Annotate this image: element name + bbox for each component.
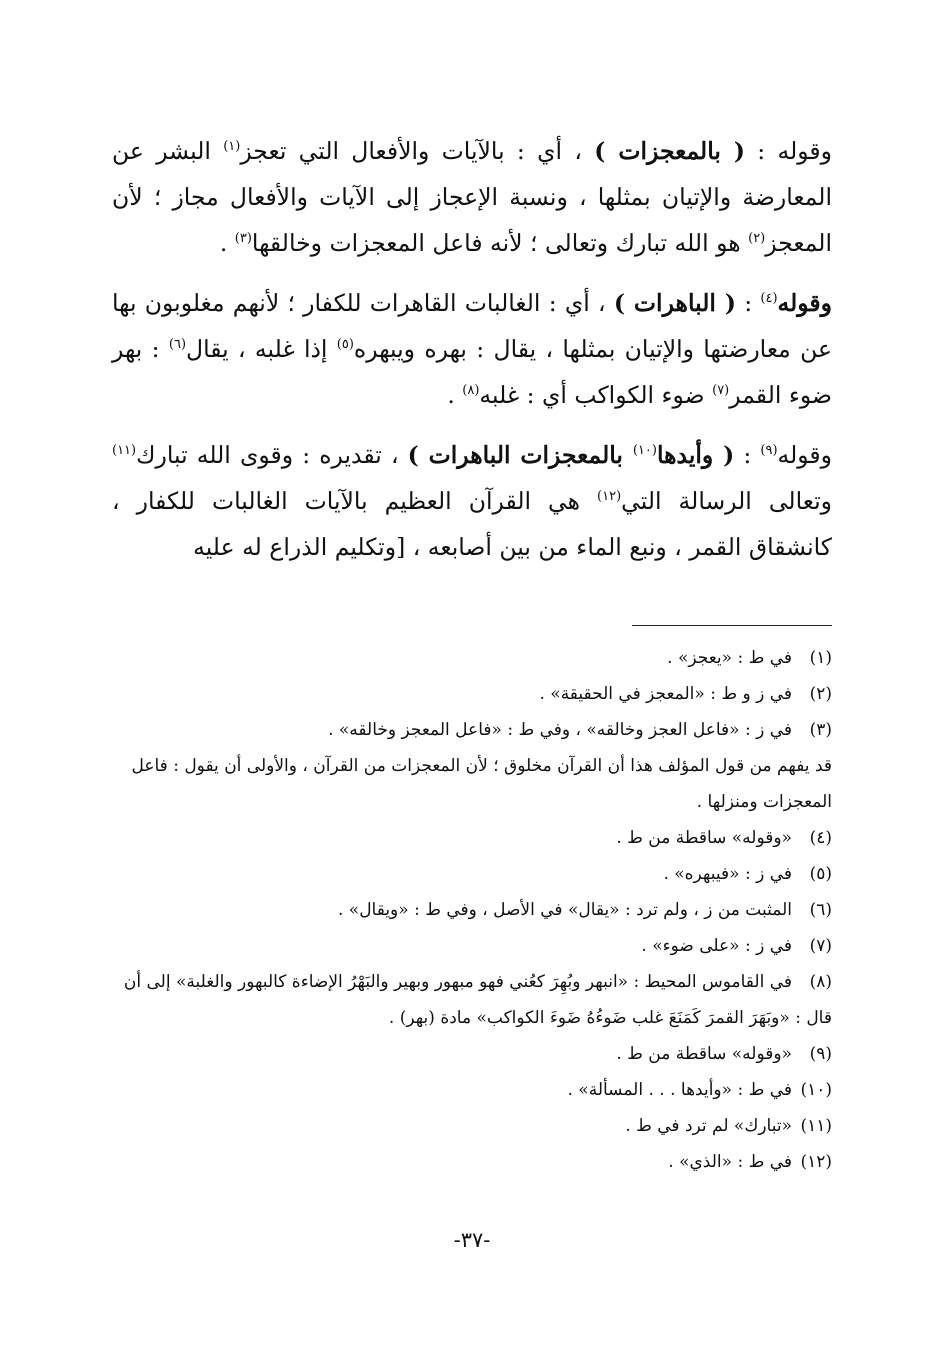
footnote-text: في ط : «يعجز» .	[667, 648, 792, 668]
footnote-text: «وقوله» ساقطة من ط .	[616, 828, 792, 848]
footnote-8	[112, 964, 832, 1036]
footnote-ref: (١٢)	[597, 489, 622, 505]
page-number: -٣٧-	[453, 1228, 491, 1252]
footnote-5	[112, 856, 832, 892]
footnote-number: (٣)	[809, 720, 832, 740]
footnote-ref: (١)	[223, 139, 241, 155]
footnote-2	[112, 676, 832, 712]
footnote-number: (٩)	[809, 1044, 832, 1064]
text-run: :	[734, 441, 761, 469]
text-run: إذا غلبه ، يقال	[186, 335, 337, 363]
footnote-text: في ز و ط : «المعجز في الحقيقة» .	[539, 684, 792, 704]
text-run: .	[219, 229, 235, 257]
footnote-11	[112, 1108, 832, 1144]
footnote-number: (٢)	[809, 684, 832, 704]
text-run: ضوء الكواكب أي : غلبه	[479, 381, 713, 409]
footnote-1	[112, 640, 832, 676]
footnote-number: (١٢)	[800, 1152, 832, 1172]
footnote-text: في ط : «الذي» .	[668, 1152, 792, 1172]
text-run: هي القرآن العظيم بالآيات الغالبات للكفار ، كانشقاق القمر ، ونبع الماء من بين أصابعه ، [وتكليم الذراع له عليه	[112, 487, 832, 561]
footnote-text: «تبارك» لم ترد في ط .	[625, 1116, 792, 1136]
footnote-6	[112, 892, 832, 928]
footnote-ref: (٦)	[168, 337, 187, 353]
footnote-7	[112, 928, 832, 964]
paragraph-1	[112, 128, 832, 266]
footnote-ref: (١٠)	[632, 443, 657, 459]
text-run: وقوله :	[745, 137, 832, 165]
footnote-9	[112, 1036, 832, 1072]
footnote-text: المثبت من ز ، ولم ترد : «يقال» في الأصل ، وفي ط : «ويقال» .	[337, 900, 792, 920]
quoted-term: بالمعجزات الباهرات )	[407, 441, 633, 469]
footnote-ref: (٩)	[760, 443, 778, 459]
paragraph-2	[112, 280, 832, 418]
footnote-divider	[632, 625, 832, 626]
text-run: البشر عن المعارضة والإتيان بمثلها ، ونسبة الإعجاز إلى الآيات والأفعال مجاز ؛ لأن المعجز	[112, 137, 832, 257]
text-run: .	[447, 381, 463, 409]
footnote-text: في ز : «فيبهره» .	[663, 864, 792, 884]
footnote-ref: (٤)	[760, 291, 778, 307]
text-run: هو الله تبارك وتعالى ؛ لأنه فاعل المعجزات وخالقها	[251, 229, 749, 257]
footnote-3-comment: قد يفهم من قول المؤلف هذا أن القرآن مخلوق ؛ لأن المعجزات من القرآن ، والأولى أن يقول : فاعل المعجزات ومنزلها .	[131, 756, 832, 812]
footnote-3	[112, 712, 832, 748]
footnote-12	[112, 1144, 832, 1180]
footnote-text: في ز : «فاعل العجز وخالقه» ، وفي ط : «فاعل المعجز وخالقه» .	[328, 720, 792, 740]
text-run: ، أي : بالآيات والأفعال التي تعجز	[240, 137, 595, 165]
footnote-number: (١)	[809, 648, 832, 668]
footnote-ref: (١١)	[112, 443, 137, 459]
lead-word: وقوله	[777, 289, 833, 317]
footnote-ref: (٣)	[234, 231, 252, 247]
text-run: : بهر ضوء القمر	[112, 335, 832, 409]
footnote-text: في ز : «على ضوء» .	[641, 936, 792, 956]
quoted-term: ( الباهرات )	[613, 289, 736, 317]
quoted-term: ( وأيدها	[656, 441, 735, 469]
text-run: ، أي : الغالبات القاهرات للكفار ؛ لأنهم مغلوبون بها عن معارضتها والإتيان بمثلها ، يقال : بهره ويبهره	[112, 289, 832, 363]
text-run: ، تقديره : وقوى الله تبارك	[136, 441, 408, 469]
footnote-ref: (٥)	[336, 337, 354, 353]
footnote-number: (٦)	[809, 900, 832, 920]
text-run: :	[735, 289, 761, 317]
footnote-text: «وقوله» ساقطة من ط .	[616, 1044, 792, 1064]
quoted-term: ( بالمعجزات )	[594, 137, 746, 165]
footnotes	[112, 640, 832, 1180]
footnote-number: (٤)	[809, 828, 832, 848]
footnote-number: (٧)	[809, 936, 832, 956]
footnote-number: (١٠)	[800, 1080, 832, 1100]
paragraph-3	[112, 432, 832, 570]
main-text	[112, 128, 832, 584]
text-run: وتعالى الرسالة التي	[621, 487, 832, 515]
footnote-text: في ط : «وأيدها . . . المسألة» .	[567, 1080, 792, 1100]
footnote-number: (٨)	[809, 972, 832, 992]
footnote-10	[112, 1072, 832, 1108]
footnote-4	[112, 820, 832, 856]
footnote-number: (١١)	[800, 1116, 832, 1136]
footnote-number: (٥)	[809, 864, 832, 884]
footnote-ref: (٧)	[712, 383, 730, 399]
footnote-ref: (٢)	[748, 231, 766, 247]
footnote-text: في القاموس المحيط : «انبهر وبُهِرَ كعُني فهو مبهور وبهير والبَهْرُ الإضاءة كالبهور والغلبة» إلى أن قال : «وبَهَرَ القمرَ كَمَنَعَ غلب ضَوءُهُ ضَوءَ الكواكب» مادة (بهر) .	[123, 972, 832, 1028]
text-run: وقوله	[777, 441, 832, 469]
footnote-ref: (٨)	[462, 383, 480, 399]
